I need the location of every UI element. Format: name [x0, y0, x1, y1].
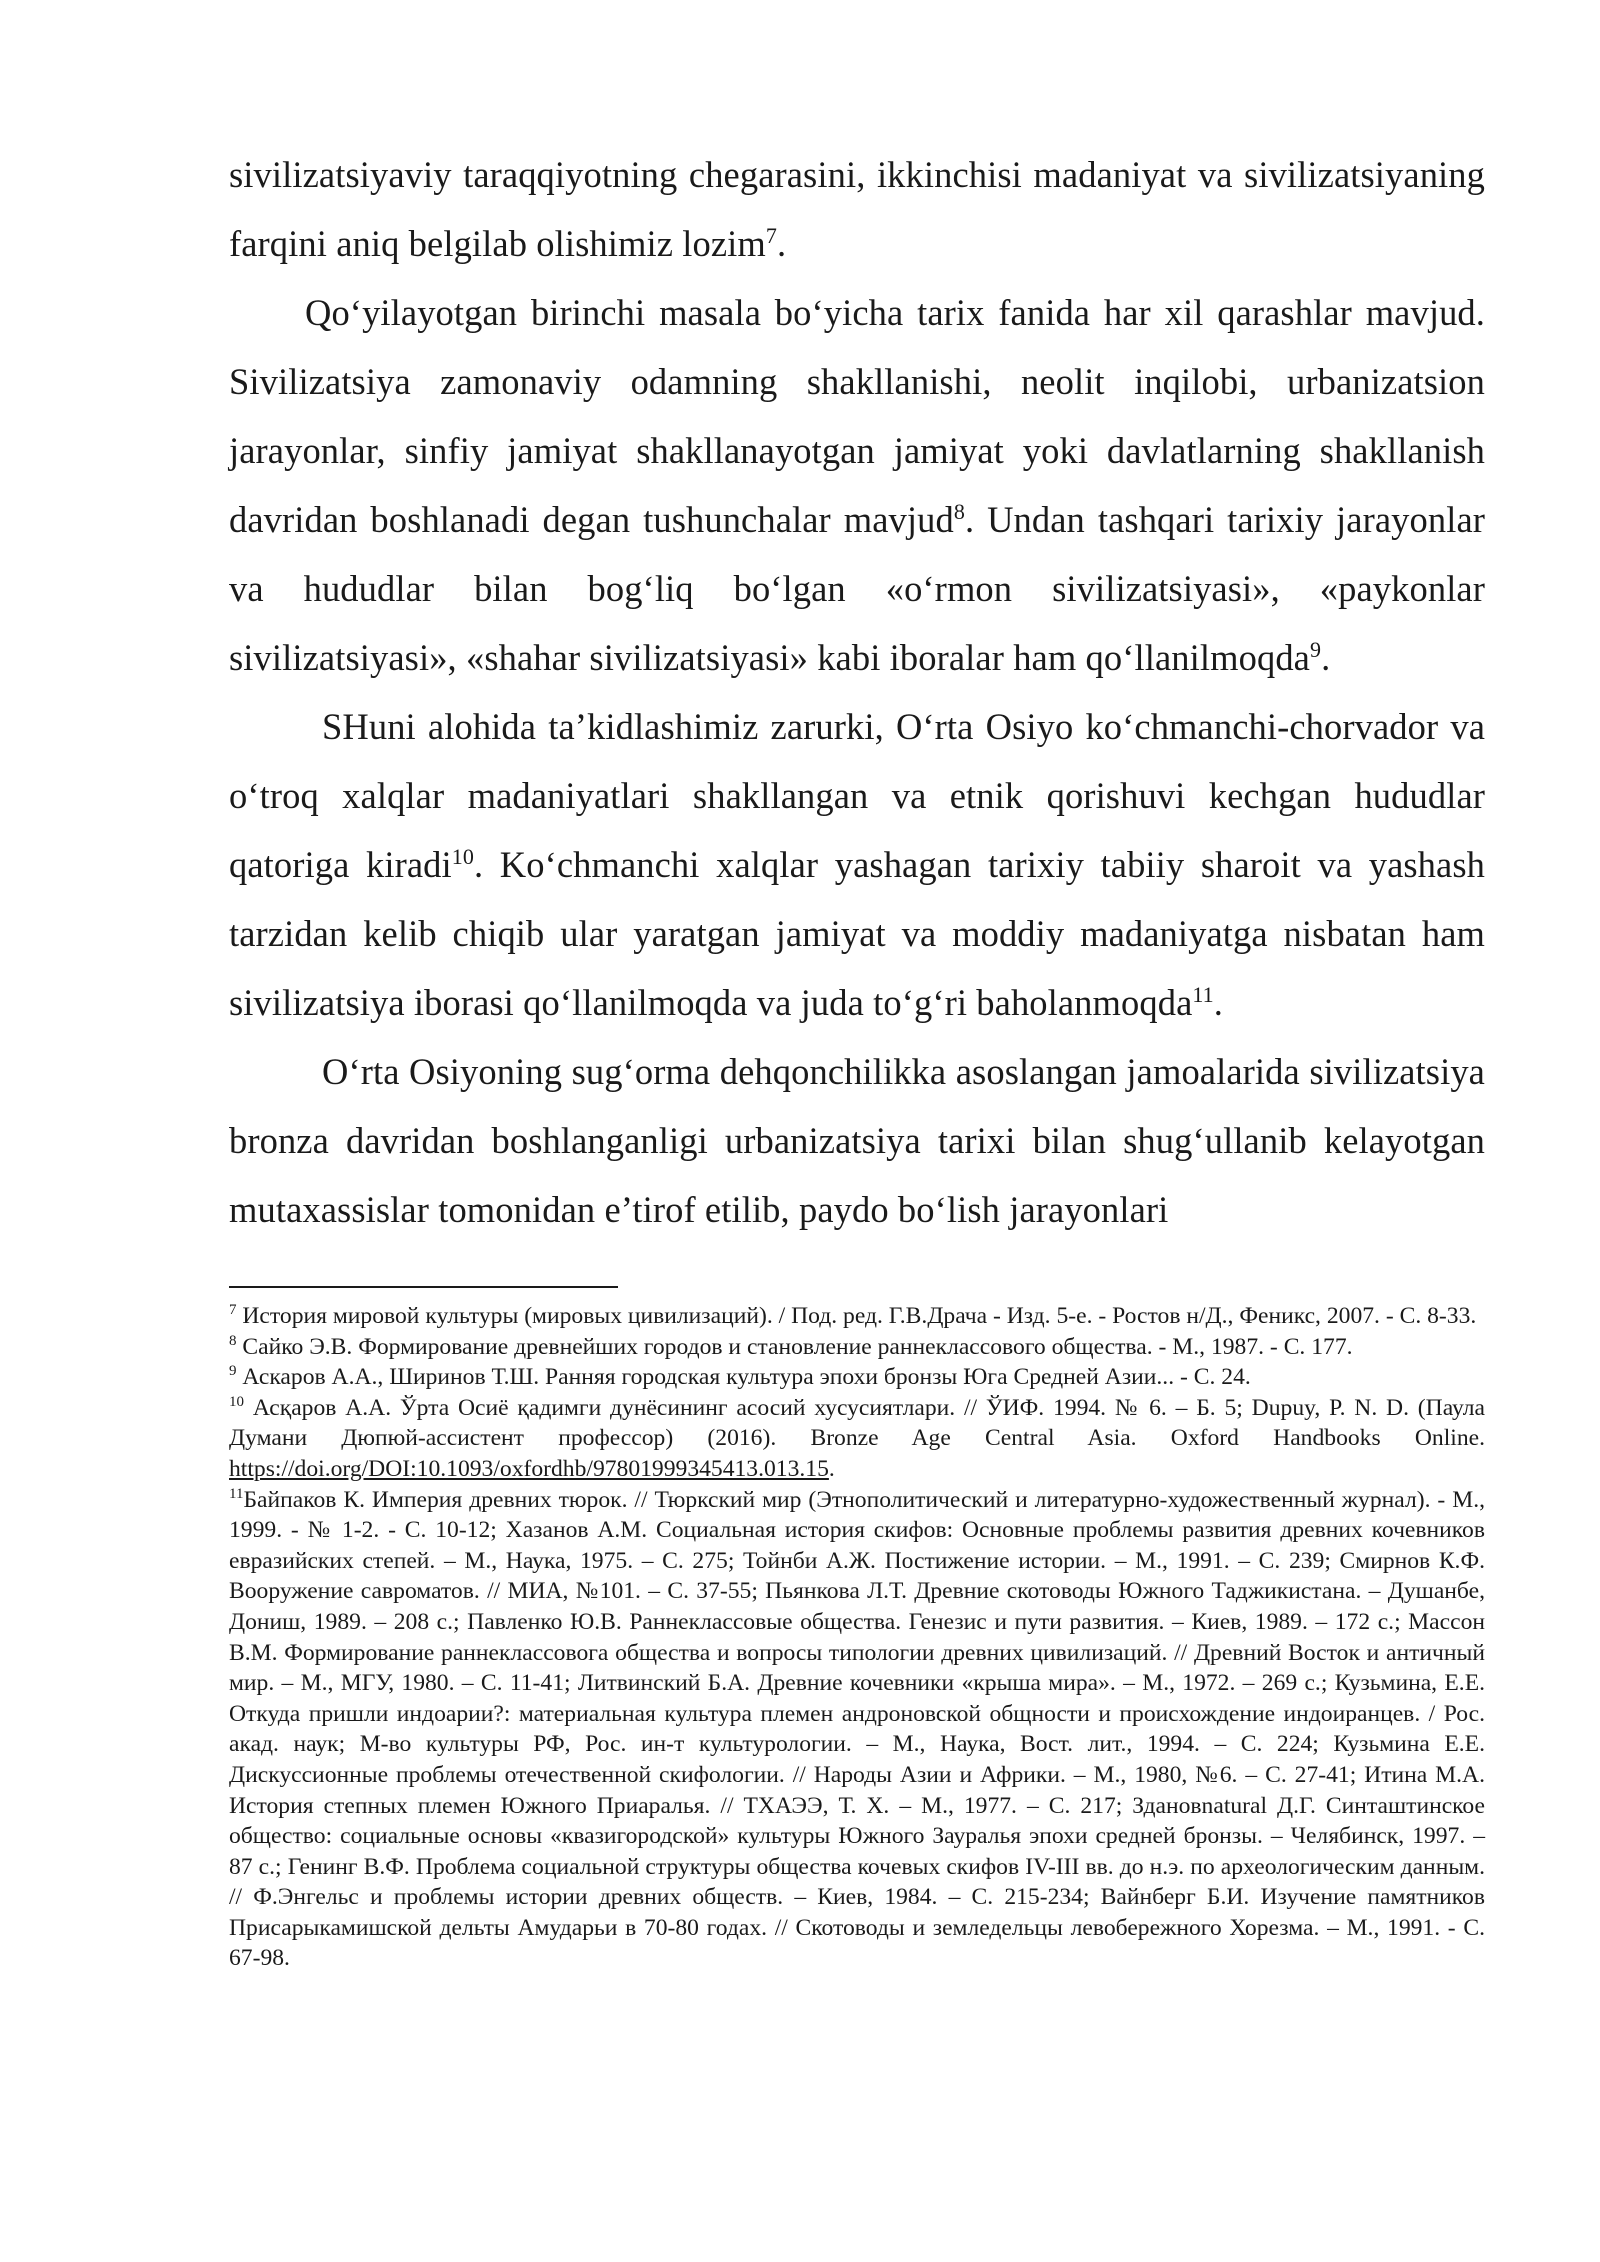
footnote-text: История мировой культуры (мировых цивилизаций). / Под. ред. Г.В.Драча - Изд. 5-е. - Ростов н/Д., Феникс, 2007. - С. 8-33.	[236, 1303, 1477, 1329]
footnote-11	[229, 1485, 1485, 1975]
paragraph-2	[229, 278, 1485, 692]
footnote-9	[229, 1362, 1485, 1393]
doi-link[interactable]: https://doi.org/DOI:10.1093/oxfordhb/97801999345413.013.15	[229, 1455, 829, 1482]
footnote-text: .	[828, 1455, 835, 1482]
paragraph-text: .	[777, 223, 787, 264]
footnote-text: Аскаров А.А., Ширинов Т.Ш. Ранняя городская культура эпохи бронзы Юга Средней Азии... - С. 24.	[236, 1364, 1251, 1391]
footnote-number: 8	[229, 1332, 237, 1349]
footnote-10	[229, 1393, 1485, 1485]
footnote-8	[229, 1332, 1485, 1363]
paragraph-text: SHuni alohida ta’kidlashimiz zarurki, O‘rta Osiyo ko‘chmanchi-chorvador va o‘troq xalqlar madaniyatlari shakllangan va etnik qorishuvi kechgan hududlar qatoriga kiradi	[229, 706, 1485, 885]
footnote-text: Байпаков К. Империя древних тюрок. // Тюркский мир (Этнополитический и литературно-художественный журнал). - М., 1999. - № 1-2. - С. 10-12; Хазанов А.М. Социальная история скифов: Основные проблемы развития древних кочевников евразийских степей. – М., Наука, 1975. – С. 275; Тойнби А.Ж. Постижение истории. – М., 1991. – С. 239; Смирнов К.Ф. Вооружение савроматов. // МИА, №101. – С. 37-55; Пьянкова Л.Т. Древние скотоводы Южного Таджикистана. – Душанбе, Дониш, 1989. – 208 с.; Павленко Ю.В. Раннеклассовые общества. Генезис и пути развития. – Киев, 1989. – 172 с.; Массон В.М. Формирование раннеклассовога общества и вопросы типологии древних цивилизаций. // Древний Восток и античный мир. – М., МГУ, 1980. – С. 11-41; Литвинский Б.А. Древние кочевники «крыша мира». – М., 1972. – 269 с.; Кузьмина, Е.Е. Откуда пришли индоарии?: материальная культура племен андроновской общности и происхождение индоиранцев. / Рос. акад. наук; М-во культуры РФ, Рос. ин-т культурологии. – М., Наука, Вост. лит., 1994. – С. 224; Кузьмина Е.Е. Дискуссионные проблемы отечественной скифологии. // Народы Азии и Африки. – М., 1980, №6. – С. 27-41; Итина М.А. История степных племен Южного Приаралья. // ТХАЭЭ, Т. Х. – М., 1977. – С. 217; Здановnatural Д.Г. Синташтинское общество: социальные основы «квазигородской» культуры Южного Зауралья эпохи средней бронзы. – Челябинск, 1997. – 87 с.; Генинг В.Ф. Проблема социальной структуры общества кочевых скифов IV-III вв. до н.э. по археологическим данным. // Ф.Энгельс и проблемы истории древних обществ. – Киев, 1984. – С. 215-234; Вайнберг Б.И. Изучение памятников Присарыкамишской дельты Амударьи в 70-80 годах. // Скотоводы и земледельцы левобережного Хорезма. – М., 1991. - С. 67-98.	[229, 1486, 1485, 1972]
paragraph-3	[229, 692, 1485, 1037]
footnote-number: 7	[229, 1302, 237, 1319]
footnote-text: Сайко Э.В. Формирование древнейших городов и становление раннеклассового общества. - М., 1987. - С. 177.	[236, 1333, 1353, 1360]
footnote-number: 10	[229, 1393, 244, 1410]
footnote-ref-7[interactable]: 7	[765, 222, 777, 248]
paragraph-text: .	[1321, 637, 1331, 678]
main-text	[229, 140, 1485, 1244]
footnote-ref-8[interactable]: 8	[953, 498, 965, 524]
paragraph-text: . Ko‘chmanchi xalqlar yashagan tarixiy tabiiy sharoit va yashash tarzidan kelib chiqib ular yaratgan jamiyat va moddiy madaniyatga nisbatan ham sivilizatsiya iborasi qo‘llanilmoqda va juda to‘g‘ri baholanmoqda	[229, 844, 1485, 1023]
paragraph-text: . Undan tashqari tarixiy jarayonlar va hududlar bilan bog‘liq bo‘lgan «o‘rmon sivilizatsiyasi», «paykonlar sivilizatsiyasi», «shahar sivilizatsiyasi» kabi iboralar ham qo‘llanilmoqda	[229, 499, 1485, 678]
footnote-number: 11	[229, 1485, 244, 1502]
footnote-separator	[229, 1286, 618, 1288]
footnote-text: Асқаров А.А. Ўрта Осиё қадимги дунёсининг асосий хусусиятлари. // ЎИФ. 1994. № 6. – Б. 5; Dupuy, P. N. D. (Паула Думани Дюпюй-ассистент профессор) (2016). Bronze Age Central Asia. Oxford Handbooks Online.	[229, 1394, 1485, 1452]
paragraph-4	[229, 1037, 1485, 1244]
footnote-7	[229, 1301, 1485, 1332]
footnote-number: 9	[229, 1363, 237, 1380]
footnote-ref-9[interactable]: 9	[1309, 636, 1322, 662]
footnote-ref-10[interactable]: 10	[451, 843, 474, 869]
footnote-ref-11[interactable]: 11	[1192, 981, 1214, 1007]
paragraph-text: Qo‘yilayotgan birinchi masala bo‘yicha tarix fanida har xil qarashlar mavjud. Sivilizatsiya zamonaviy odamning shakllanishi, neolit inqilobi, urbanizatsion jarayonlar, sinfiy jamiyat shakllanayotgan jamiyat yoki davlatlarning shakllanish davridan boshlanadi degan tushunchalar mavjud	[229, 292, 1485, 540]
paragraph-text: sivilizatsiyaviy taraqqiyotning chegarasini, ikkinchisi madaniyat va sivilizatsiyaning farqini aniq belgilab olishimiz lozim	[229, 154, 1485, 264]
paragraph-text: .	[1213, 982, 1224, 1023]
footnotes	[229, 1301, 1485, 1974]
paragraph-1	[229, 140, 1485, 278]
paragraph-text: O‘rta Osiyoning sug‘orma dehqonchilikka asoslangan jamoalarida sivilizatsiya bronza davridan boshlanganligi urbanizatsiya tarixi bilan shug‘ullanib kelayotgan mutaxassislar tomonidan e’tirof etilib, paydo bo‘lish jarayonlari	[229, 1051, 1485, 1230]
